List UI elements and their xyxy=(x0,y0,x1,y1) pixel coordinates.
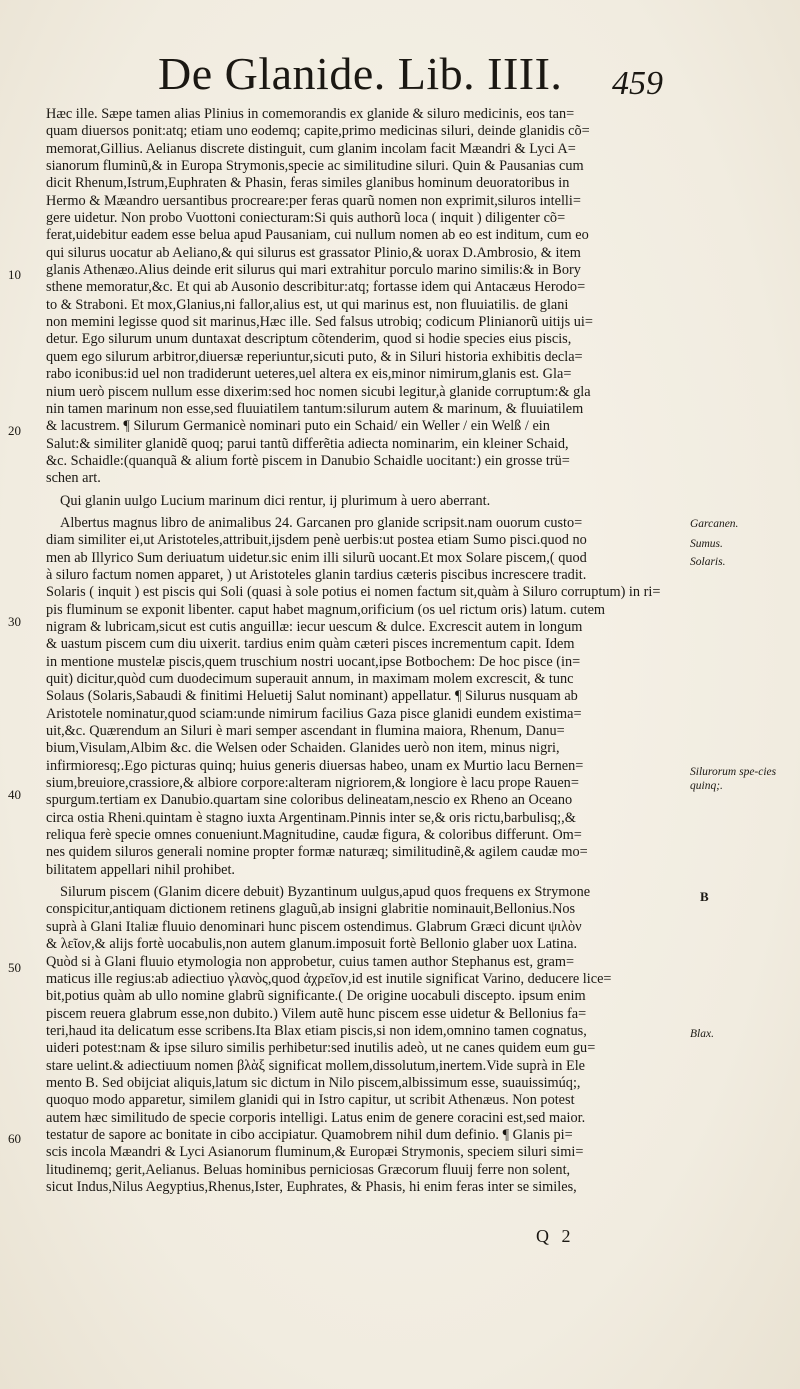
text-line: ferat,uidebitur eadem esse belua apud Pausaniam, cui nullum nomen ab eo est inditum, cum eo xyxy=(46,227,589,244)
text-line: detur. Ego silurum unum duntaxat descriptum cõtenderim, quod si hodie species eius piscis, xyxy=(46,331,572,348)
text-line: uideri potest:nam & ipse siluro similis perhibetur:sed inutilis adeò, ut ne canes quidem eum gu= xyxy=(46,1040,596,1057)
text-line: suprà à Glani Italiæ fluuio denominari hunc piscem ostendimus. Glabrum Græci dicunt ψιλὸν xyxy=(46,918,582,935)
line-number: 60 xyxy=(8,1131,21,1146)
line-number: 10 xyxy=(8,267,21,282)
text-line: Quòd si à Glani fluuio etymologia non approbetur, cuius tamen author Stephanus est, gram= xyxy=(46,953,575,970)
text-line: memorat,Gillius. Aelianus discrete distinguit, cum glanim incolam facit Mæandri & Lyci A= xyxy=(46,140,576,157)
text-line: maticus ille regius:ab adiectiuo γλανὸς,quod ἀχρεῖον,id est inutile significat Varino, deducere lice= xyxy=(46,970,612,987)
text-line: sianorum fluminũ,& in Europa Strymonis,specie ac similitudine siluri. Quin & Pausanias cum xyxy=(46,158,584,175)
body-text xyxy=(46,106,674,1196)
text-line: men ab Illyrico Sum deriuatum uidetur.sic enim illi silurũ uocant.Et mox Solare piscem,( quod xyxy=(46,549,587,566)
page-header xyxy=(150,46,710,106)
line-number: 50 xyxy=(8,960,21,975)
text-line: quoquo modo apparetur, similem glanidi qui in Istro capitur, ut scribit Athenæus. Non potest xyxy=(46,1092,575,1109)
text-line: autem hæc similitudo de specie corporis intelligi. Latus enim de genere coracini est,sed maior. xyxy=(46,1109,586,1126)
text-line: Salut:& similiter glanidẽ quoq; parui tantũ differẽtia adiecta nominarim, ein kleiner Schaid, xyxy=(46,435,569,452)
text-line: & lacustrem. ¶ Silurum Germanicè nominari puto ein Schaid/ ein Weller / ein Welß / ein xyxy=(46,418,550,435)
text-line: bium,Visulam,Albim &c. die Welsen oder Schaiden. Glanides uerò non item, minus nigri, xyxy=(46,740,560,757)
text-line: litudinemq; gerit,Aelianus. Beluas hominibus perniciosas Græcorum fluuij ferre non solent, xyxy=(46,1161,571,1178)
text-line: bit,potius quàm ab ullo nomine glabrũ significante.( De origine uocabuli discepto. ipsum enim xyxy=(46,988,586,1005)
text-line: Hæc ille. Sæpe tamen alias Plinius in comemorandis ex glanide & siluro medicinis, eos tan= xyxy=(46,106,575,122)
text-line: in mentione mustelæ piscis,quem truschium nostri uocant,ipse Botbochem: De hoc pisce (in= xyxy=(46,653,581,670)
text-line: teri,haud ita delicatum esse scribens.Ita Blax etiam piscis,si non idem,omnino tamen cognatus, xyxy=(46,1022,587,1039)
text-line: nium uerò piscem nullum esse dixerim:sed hoc nomen sicubi legitur,à glanide corruptum:& gla xyxy=(46,383,591,400)
text-line: circa ostia Rheni.quintam è stagno iuxta Argentinam.Pinnis inter se,& oris rictu,barbulisq;,& xyxy=(46,809,576,826)
text-line: gere uidetur. Non probo Vuottoni coniecturam:Si quis authorũ loca ( inquit ) diligenter cõ= xyxy=(46,210,566,227)
text-line: nigram & lubricam,sicut est cutis anguillæ: iecur uescum & dulce. Excrescit autem in longum xyxy=(46,618,583,635)
text-line: & λεῖον,& alijs fortè uocabulis,non autem glanum.imposuit fortè Bellonio glaber uox Latina. xyxy=(46,936,578,953)
text-line: quem ego silurum arbitror,diuersæ reperiuntur,sicuti puto, & in Siluri historia exhibitis decla= xyxy=(46,348,583,365)
text-line: reliqua ferè specie omnes conueniunt.Magnitudine, caudæ figura, & coloribus differunt. Om= xyxy=(46,827,582,844)
text-line: stare uelint.& adiectiuum nomen βλὰξ significat mollem,dissolutum,inertem.Vide suprà in Ele xyxy=(46,1057,586,1074)
text-line: à siluro factum nomen apparet, ) ut Aristoteles glanin tardius cæteris piscibus increscere tradit. xyxy=(46,566,587,583)
text-line: quam diuersos ponit:atq; etiam uno eodemq; capite,primo medicinas siluri, deinde glanidis cõ= xyxy=(46,123,590,140)
line-number: 30 xyxy=(8,614,21,629)
text-line: testatur de sapore ac bonitate in cibo accipiatur. Quamobrem nihil dum definio. ¶ Glanis pi= xyxy=(46,1126,573,1143)
marginal-note-solaris: Solaris. xyxy=(690,556,726,568)
text-line: conspicitur,antiquam dictionem retinens glaguũ,ab insigni glabritie nominauit,Bellonius.Nos xyxy=(46,901,576,918)
text-line: Hermo & Mæandro uersantibus procreare:per feras quarũ nomen non exprimit,siluros intelli= xyxy=(46,192,581,209)
text-line: Albertus magnus libro de animalibus 24. Garcanen pro glanide scripsit.nam ouorum custo= xyxy=(60,514,583,531)
marginal-note-sumus: Sumus. xyxy=(690,538,723,550)
text-line: sium,breuiore,crassiore,& albiore corpore:alteram nigriorem,& longiore è lacu prope Rauen= xyxy=(46,775,579,792)
text-line: rabo iconibus:id uel non tradiderunt ueteres,uel altera ex eis,minor nimirum,glanis est. Gla= xyxy=(46,366,572,383)
text-line: dicit Rhenum,Istrum,Euphraten & Phasin, feras similes glanibus hominum deuoratoribus in xyxy=(46,175,570,192)
signature-mark: Q 2 xyxy=(536,1226,575,1246)
text-line: glanis Athenæo.Alius deinde erit silurus qui mari extrahitur porculo marino similis:& in Bory xyxy=(46,262,581,279)
text-line: quit) dicitur,quòd cum duodecimum superauit annum, in maximam molem excrescit, & tunc xyxy=(46,671,574,687)
line-number: 40 xyxy=(8,787,21,802)
running-title: De Glanide. Lib. IIII. xyxy=(158,48,563,99)
text-line: bilitatem appellari nihil prohibet. xyxy=(46,861,235,878)
text-line: Solaus (Solaris,Sabaudi & finitimi Heluetij Salut nominant) appellatur. ¶ Silurus nusquam ab xyxy=(46,688,578,705)
text-line: mento B. Sed obijciat aliquis,latum sic dictum in Nilo piscem,albissimum esse, suauissimúq;, xyxy=(46,1074,581,1091)
page-number: 459 xyxy=(612,65,663,102)
text-line: &c. Schaidle:(quanquã & alium fortè piscem in Danubio Schaidle uocitant:) ein grosse trü= xyxy=(46,452,570,469)
marginal-note-garcanen: Garcanen. xyxy=(690,518,739,530)
text-line: schen art. xyxy=(46,470,101,487)
text-line: sthene memoratur,&c. Et qui ab Ausonio describitur:atq; fortasse idem qui Antacæus Herodo= xyxy=(46,279,586,296)
text-line: Solaris ( inquit ) est piscis qui Soli (quasi à sole potius ei nomen factum sit,quàm à Siluro corruptum) in ri= xyxy=(46,584,661,601)
text-line: non memini legisse quod sit marinus,Hæc ille. Sed falsus utrobiq; codicum Plinianorũ uitijs ui= xyxy=(46,314,593,331)
marginal-letter-b: B xyxy=(700,889,709,904)
marginal-note-blax: Blax. xyxy=(690,1028,714,1040)
text-line: Silurum piscem (Glanim dicere debuit) Byzantinum uulgus,apud quos frequens ex Strymone xyxy=(60,884,591,901)
text-line: nes quidem siluros generali nomine propter formæ naturæq; similitudinẽ,& agilem caudæ mo= xyxy=(46,844,588,861)
text-line: & uastum piscem cum diu uixerit. tardius enim quàm cæteri pisces incrementum capit. Idem xyxy=(46,636,575,653)
text-line: infirmioresq;.Ego picturas quinq; huius generis diuersas habeo, unam ex Murtio lacu Bernen= xyxy=(46,757,584,774)
text-line: piscem reuera glabrum esse,non dubito.) Vilem autẽ hunc piscem esse uidetur & Bellonius fa= xyxy=(46,1005,587,1022)
text-line: qui silurus uocatur ab Aeliano,& qui silurus est grassator Plinio,& uorax D.Ambrosio, & item xyxy=(46,244,581,261)
text-line: scis incola Mæandri & Lyci Asianorum fluminum,& Europæi Strymonis, speciem siluri simi= xyxy=(46,1144,584,1161)
text-line: spurgum.tertiam ex Danubio.quartam sine coloribus delineatam,nescio ex Rheno an Oceano xyxy=(46,792,573,809)
text-line: uit,&c. Quærendum an Siluri è mari semper ascendant in flumina maiora, Rhenum, Danu= xyxy=(46,723,565,740)
text-line: pis fluminum se exponit libenter. caput habet magnum,orificium (os uel rictum oris) latum. cutem xyxy=(46,601,606,618)
text-line: diam similiter ei,ut Aristoteles,attribuit,ijsdem penè uerbis:ut postea etiam Sumo pisci.quod no xyxy=(46,532,587,549)
text-line: Qui glanin uulgo Lucium marinum dici rentur, ij plurimum à uero aberrant. xyxy=(60,492,491,509)
text-line: sicut Indus,Nilus Aegyptius,Rhenus,Ister, Euphrates, & Phasis, hi enim feras inter se similes, xyxy=(46,1178,577,1195)
line-number: 20 xyxy=(8,423,21,438)
text-line: to & Straboni. Et mox,Glanius,ni fallor,alius est, ut qui marinus est, non fluuiatilis. de glani xyxy=(46,296,569,313)
text-line: Aristotele nominatur,quod sciam:unde nimirum facilius Gaza pisce glanidi eundem existima= xyxy=(46,705,582,722)
marginal-note-silurorum: Silurorum spe-cies quinq;. xyxy=(690,766,777,792)
text-line: nin tamen marinum non esse,sed fluuiatilem tantum:silurum autem & marinum, & fluuiatilem xyxy=(46,400,584,417)
